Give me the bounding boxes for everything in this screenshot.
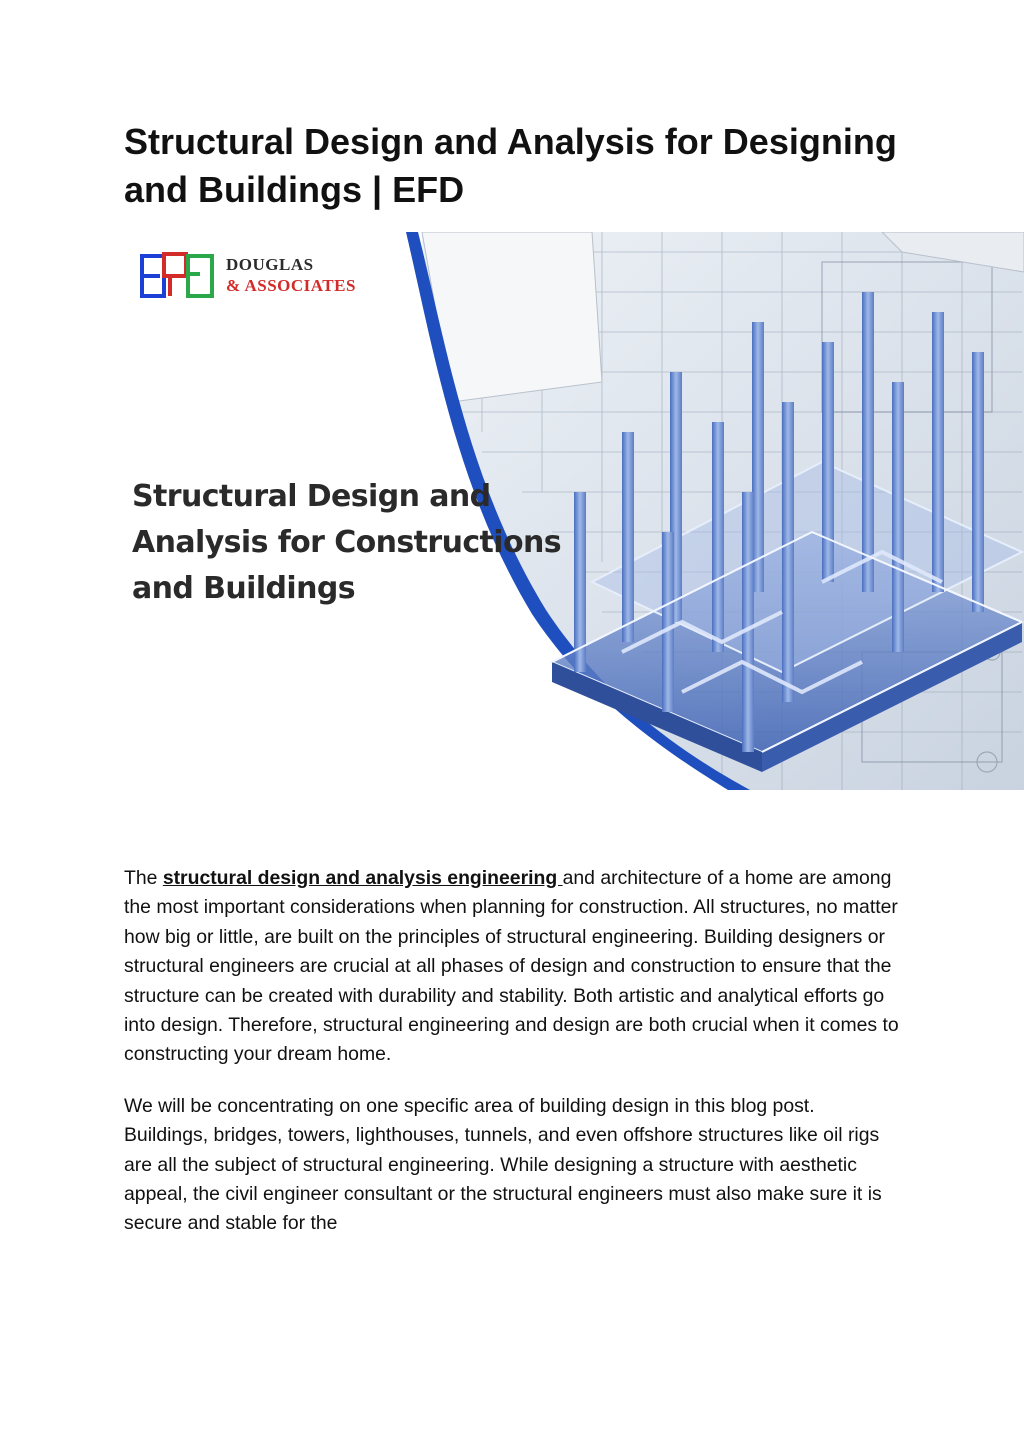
hero-banner-image [122, 232, 1024, 790]
efd-logo-mark [140, 250, 216, 302]
company-logo [140, 250, 390, 312]
structural-design-link[interactable]: structural design and analysis engineering [162, 867, 563, 889]
article-paragraph-2: We will be concentrating on one specific area of building design in this blog post. Buildings, bridges, towers, lighthouses, tunnels, and even offshore structures like oil rigs are all the subject of structural engineering. While designing a structure with aesthetic appeal, the civil engineer consultant or the structural engineers must also make sure it is secure and stable for the [124, 1094, 882, 1235]
logo-subtitle: & ASSOCIATES [226, 276, 356, 295]
banner-headline: Structural Design and Analysis for Constructions and Buildings [132, 479, 561, 606]
article-paragraph-1 [124, 864, 904, 1070]
paragraph-body-text: and architecture of a home are among the most important considerations when planning for construction. All structures, no matter how big or little, are built on the principles of structural engineering. Building designers or structural engineers are crucial at all phases of design and construction to ensure that the structure can be created with durability and stability. Both artistic and analytical efforts go into design. Therefore, structural engineering and design are both crucial when it comes to constructing your dream home. [124, 867, 899, 1066]
logo-name: DOUGLAS [226, 255, 314, 274]
article-body [124, 864, 904, 1261]
paragraph-lead-text: The [124, 867, 163, 889]
page-title: Structural Design and Analysis for Designing and Buildings | EFD [124, 121, 897, 210]
